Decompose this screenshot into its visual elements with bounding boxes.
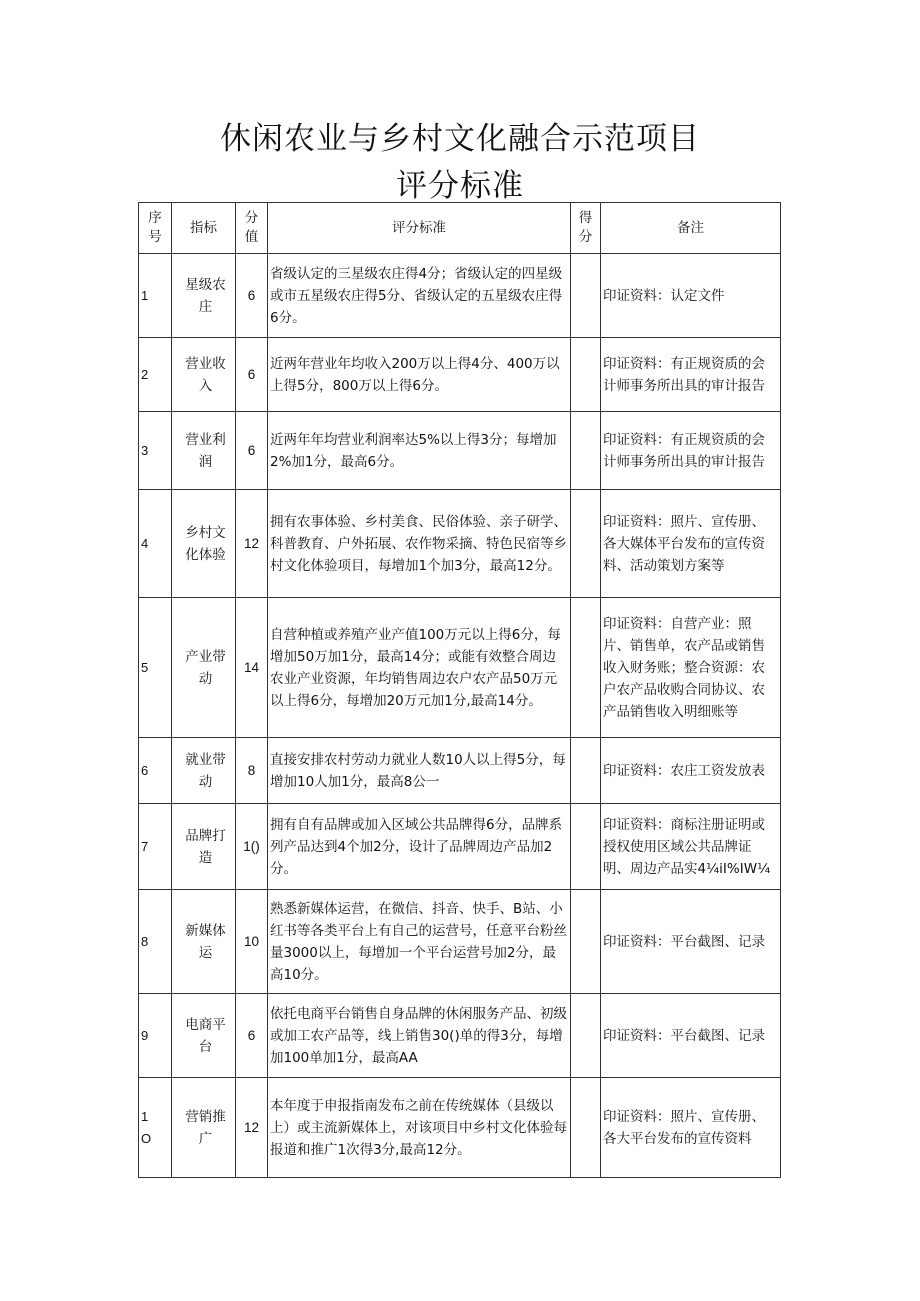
table-row <box>139 338 781 412</box>
scoring-table <box>138 202 781 1178</box>
cell-no: 9 <box>139 994 172 1078</box>
cell-no: 1 O <box>139 1078 172 1178</box>
cell-indicator: 新媒体运 <box>172 890 236 994</box>
cell-criteria: 本年度于申报指南发布之前在传统媒体（县级以上）或主流新媒体上，对该项目中乡村文化体验每报道和推广1次得3分,最高12分。 <box>268 1078 571 1178</box>
cell-no: 8 <box>139 890 172 994</box>
cell-score <box>571 738 601 804</box>
cell-note: 印证资料：自营产业：照片、销售单，农产品或销售收入财务账；整合资源：农户农产品收购合同协议、农产品销售收入明细账等 <box>601 598 781 738</box>
table-row <box>139 890 781 994</box>
cell-points: 6 <box>236 254 268 338</box>
cell-score <box>571 804 601 890</box>
cell-criteria: 省级认定的三星级农庄得4分；省级认定的四星级或市五星级农庄得5分、省级认定的五星级农庄得6分。 <box>268 254 571 338</box>
cell-criteria: 近两年年均营业利润率达5%以上得3分；每增加2%加1分，最高6分。 <box>268 412 571 490</box>
cell-note: 印证资料：平台截图、记录 <box>601 890 781 994</box>
table-row <box>139 1078 781 1178</box>
header-note: 备注 <box>601 203 781 254</box>
cell-indicator: 营业收入 <box>172 338 236 412</box>
cell-points: 14 <box>236 598 268 738</box>
cell-score <box>571 490 601 598</box>
cell-criteria: 直接安排农村劳动力就业人数10人以上得5分，每增加10人加1分，最高8公一 <box>268 738 571 804</box>
cell-criteria: 近两年营业年均收入200万以上得4分、400万以上得5分，800万以上得6分。 <box>268 338 571 412</box>
cell-score <box>571 412 601 490</box>
cell-points: 8 <box>236 738 268 804</box>
table-row <box>139 804 781 890</box>
document-subtitle: 评分标准 <box>396 168 524 204</box>
cell-indicator: 星级农庄 <box>172 254 236 338</box>
cell-criteria: 拥有自有品牌或加入区域公共品牌得6分，品牌系列产品达到4个加2分，设计了品牌周边产品加2分。 <box>268 804 571 890</box>
header-no: 序 号 <box>139 203 172 254</box>
cell-indicator: 就业带动 <box>172 738 236 804</box>
cell-note: 印证资料：照片、宣传册、各大平台发布的宣传资料 <box>601 1078 781 1178</box>
cell-points: 12 <box>236 1078 268 1178</box>
cell-points: 10 <box>236 890 268 994</box>
table-row <box>139 412 781 490</box>
cell-note: 印证资料：有正规资质的会计师事务所出具的审计报告 <box>601 412 781 490</box>
cell-score <box>571 598 601 738</box>
cell-no: 5 <box>139 598 172 738</box>
cell-note: 印证资料：农庄工资发放表 <box>601 738 781 804</box>
document-title: 休闲农业与乡村文化融合示范项目 <box>220 121 700 157</box>
cell-indicator: 营销推广 <box>172 1078 236 1178</box>
cell-no: 7 <box>139 804 172 890</box>
cell-criteria: 拥有农事体验、乡村美食、民俗体验、亲子研学、科普教育、户外拓展、农作物采摘、特色民宿等乡村文化体验项目，每增加1个加3分，最高12分。 <box>268 490 571 598</box>
cell-no: 4 <box>139 490 172 598</box>
cell-score <box>571 254 601 338</box>
table-row <box>139 490 781 598</box>
cell-points: 1() <box>236 804 268 890</box>
cell-no: 3 <box>139 412 172 490</box>
cell-no: 2 <box>139 338 172 412</box>
table-row <box>139 738 781 804</box>
cell-points: 12 <box>236 490 268 598</box>
header-score: 得 分 <box>571 203 601 254</box>
cell-indicator: 乡村文化体验 <box>172 490 236 598</box>
cell-indicator: 电商平台 <box>172 994 236 1078</box>
cell-indicator: 产业带动 <box>172 598 236 738</box>
cell-points: 6 <box>236 338 268 412</box>
header-indicator: 指标 <box>172 203 236 254</box>
table-row <box>139 994 781 1078</box>
cell-note: 印证资料：照片、宣传册、各大媒体平台发布的宣传资料、活动策划方案等 <box>601 490 781 598</box>
table-row <box>139 254 781 338</box>
cell-criteria: 自营种植或养殖产业产值100万元以上得6分，每增加50万加1分，最高14分；或能有效整合周边农业产业资源，年均销售周边农户农产品50万元以上得6分，每增加20万元加1分,最高14分。 <box>268 598 571 738</box>
cell-indicator: 营业利润 <box>172 412 236 490</box>
cell-score <box>571 994 601 1078</box>
cell-score <box>571 1078 601 1178</box>
cell-score <box>571 890 601 994</box>
header-criteria: 评分标准 <box>268 203 571 254</box>
cell-note: 印证资料：有正规资质的会计师事务所出具的审计报告 <box>601 338 781 412</box>
cell-points: 6 <box>236 412 268 490</box>
cell-points: 6 <box>236 994 268 1078</box>
cell-no: 1 <box>139 254 172 338</box>
table-header-row <box>139 203 781 254</box>
cell-note: 印证资料：认定文件 <box>601 254 781 338</box>
cell-note: 印证资料：平台截图、记录 <box>601 994 781 1078</box>
table-row <box>139 598 781 738</box>
cell-note: 印证资料：商标注册证明或授权使用区域公共品牌证明、周边产品实4¼iI%IW¼ <box>601 804 781 890</box>
cell-no: 6 <box>139 738 172 804</box>
cell-score <box>571 338 601 412</box>
cell-criteria: 依托电商平台销售自身品牌的休闲服务产品、初级或加工农产品等，线上销售30()单的得3分，每增加100单加1分，最高AA <box>268 994 571 1078</box>
cell-indicator: 品牌打造 <box>172 804 236 890</box>
header-points: 分 值 <box>236 203 268 254</box>
cell-criteria: 熟悉新媒体运营，在微信、抖音、快手、B站、小红书等各类平台上有自己的运营号，任意平台粉丝量3000以上，每增加一个平台运营号加2分，最高10分。 <box>268 890 571 994</box>
